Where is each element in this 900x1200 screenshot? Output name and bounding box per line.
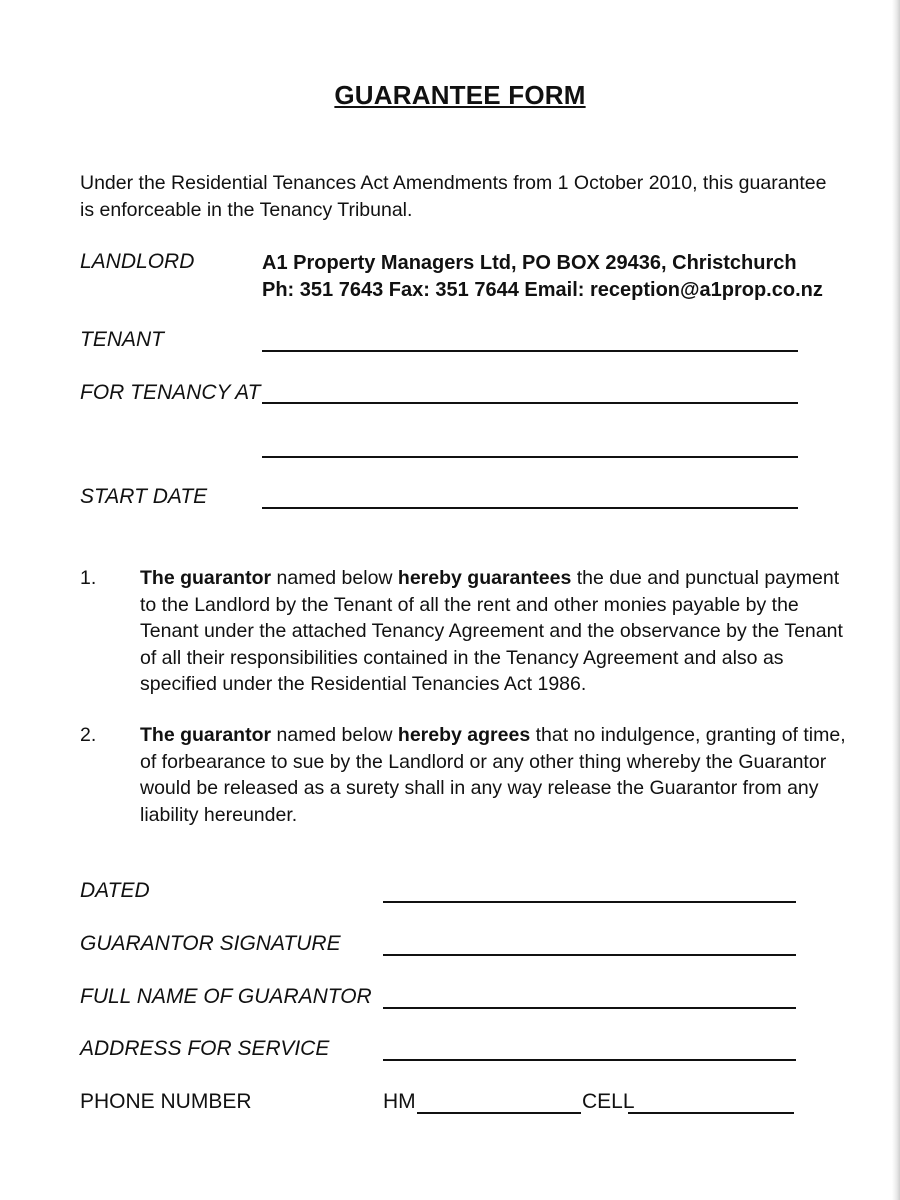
tenancy-at-label: FOR TENANCY AT <box>80 381 261 404</box>
tenant-label: TENANT <box>80 328 164 351</box>
cell-phone-label: CELL <box>582 1090 635 1113</box>
intro-paragraph: Under the Residential Tenances Act Amendments from 1 October 2010, this guarantee is enforceable in the Tenancy Tribunal. <box>80 172 827 221</box>
tenant-field[interactable] <box>262 350 798 352</box>
landlord-address-line: A1 Property Managers Ltd, PO BOX 29436, Christchurch <box>262 252 797 274</box>
clause-2 <box>80 722 850 828</box>
cell-phone-field[interactable] <box>628 1112 794 1114</box>
home-phone-field[interactable] <box>417 1112 581 1114</box>
clause-bold-verb: hereby guarantees <box>397 567 572 589</box>
clause-1 <box>80 565 850 698</box>
start-date-label: START DATE <box>80 485 208 508</box>
guarantor-signature-label: GUARANTOR SIGNATURE <box>80 932 341 955</box>
landlord-details <box>262 250 823 304</box>
clause-number: 2. <box>80 724 97 746</box>
clause-bold-subject: The guarantor <box>140 567 272 589</box>
tenancy-address-field-2[interactable] <box>262 456 798 458</box>
clause-connector: named below <box>271 724 398 746</box>
clause-body: the due and punctual payment to the Landlord by the Tenant of all the rent and other monies payable by the Tenant under the attached Tenancy Agreement and the observance by the Tenant of all their responsibilities contained in the Tenancy Agreement and also as specified under the Residential Tenancies Act 1986. <box>140 567 843 695</box>
landlord-label: LANDLORD <box>80 250 195 273</box>
clause-bold-verb: hereby agrees <box>397 724 531 746</box>
dated-label: DATED <box>80 879 150 902</box>
clause-connector: named below <box>271 567 398 589</box>
home-phone-label: HM <box>383 1090 416 1113</box>
full-name-label: FULL NAME OF GUARANTOR <box>80 985 372 1008</box>
tenancy-address-field-1[interactable] <box>262 402 798 404</box>
phone-number-label: PHONE NUMBER <box>80 1090 252 1113</box>
clause-text <box>140 722 850 828</box>
address-for-service-field[interactable] <box>383 1059 796 1061</box>
clause-bold-subject: The guarantor <box>140 724 272 746</box>
dated-field[interactable] <box>383 901 796 903</box>
clause-text <box>140 565 850 698</box>
address-for-service-label: ADDRESS FOR SERVICE <box>80 1037 330 1060</box>
full-name-field[interactable] <box>383 1007 796 1009</box>
form-title: GUARANTEE FORM <box>334 80 586 110</box>
guarantor-signature-field[interactable] <box>383 954 796 956</box>
page-edge-shadow <box>892 0 900 1200</box>
clause-body: that no indulgence, granting of time, of forbearance to sue by the Landlord or any other thing whereby the Guarantor would be released as a surety shall in any way release the Guarantor from any liability hereunder. <box>140 724 846 826</box>
start-date-field[interactable] <box>262 507 798 509</box>
landlord-contact-line: Ph: 351 7643 Fax: 351 7644 Email: reception@a1prop.co.nz <box>262 279 823 301</box>
clause-number: 1. <box>80 567 97 589</box>
